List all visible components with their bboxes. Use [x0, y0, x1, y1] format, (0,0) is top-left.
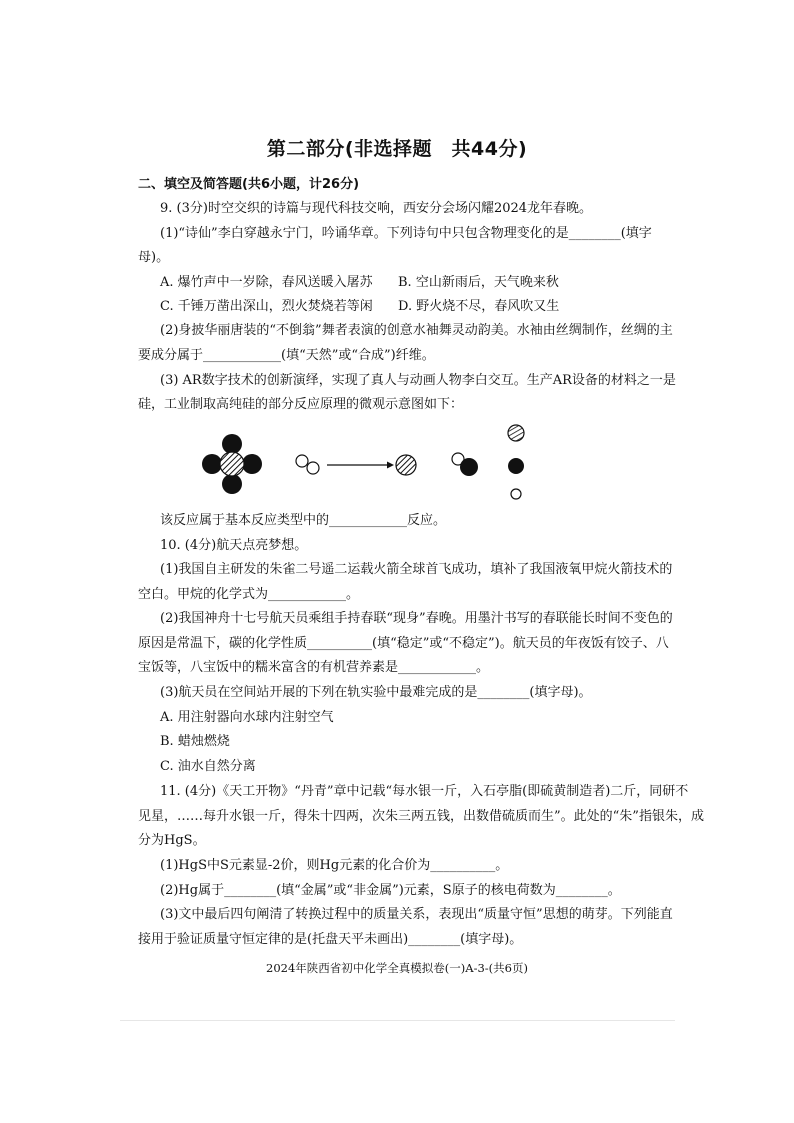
q10-option-c: C. 油水自然分离 — [160, 759, 256, 774]
q9-part3-line2: 硅，工业制取高纯硅的部分反应原理的微观示意图如下： — [138, 397, 464, 412]
legend-silicon-icon — [508, 425, 524, 441]
q11-stem-line3: 分为HgS。 — [138, 833, 206, 848]
q11-part3-line2: 接用于验证质量守恒定律的是(托盘天平未画出)________(填字母)。 — [138, 932, 523, 947]
q10-option-b: B. 蜡烛燃烧 — [160, 734, 230, 749]
q10-part1-line2: 空白。甲烷的化学式为____________。 — [138, 587, 360, 602]
q11-stem-line2: 见星，……每升水银一斤，得朱十四两，次朱三两五钱，出数借硫质而生”。此处的“朱”指银朱，成 — [138, 809, 704, 824]
legend-hydrogen-icon — [511, 489, 521, 499]
silicon-atom — [396, 455, 416, 475]
q9-option-a: A. 爆竹声中一岁除，春风送暖入屠苏 — [160, 275, 373, 290]
arrow-head-icon — [387, 462, 394, 469]
reaction-diagram — [195, 418, 595, 504]
section-heading: 二、填空及简答题(共6小题，计26分) — [138, 177, 360, 192]
page-divider — [120, 1020, 675, 1021]
q9-part1-line1: (1)“诗仙”李白穿越永宁门，吟诵华章。下列诗句中只包含物理变化的是________(填字 — [160, 226, 652, 241]
chlorine-atom — [460, 458, 478, 476]
q11-stem-line1: 11. (4分)《天工开物》“丹青”章中记载“每水银一斤，入石亭脂(即硫黄制造者)二斤，同研不 — [160, 784, 689, 799]
q9-part2-line2: 要成分属于____________(填“天然”或“合成”)纤维。 — [138, 348, 435, 363]
chlorine-atom — [222, 474, 242, 494]
silicon-tetrachloride-molecule — [202, 434, 262, 494]
q9-part2-line1: (2)身披华丽唐装的“不倒翁”舞者表演的创意水袖舞灵动韵美。水袖由丝绸制作，丝绸的主 — [160, 323, 673, 338]
chlorine-atom — [222, 434, 242, 454]
hydrogen-molecule — [296, 455, 319, 474]
q11-part2: (2)Hg属于________(填“金属”或“非金属”)元素，S原子的核电荷数为________。 — [160, 883, 621, 898]
q9-option-b: B. 空山新雨后，天气晚来秋 — [398, 275, 559, 290]
hydrogen-atom — [307, 462, 319, 474]
q10-part2-line3: 宝饭等，八宝饭中的糯米富含的有机营养素是____________。 — [138, 660, 490, 675]
legend-chlorine-icon — [508, 458, 524, 474]
silicon-atom — [220, 452, 244, 476]
page-footer: 2024年陕西省初中化学全真模拟卷(一)A-3-(共6页) — [266, 961, 528, 975]
q9-part1-line2: 母)。 — [138, 250, 170, 265]
q9-option-d: D. 野火烧不尽，春风吹又生 — [398, 299, 560, 314]
chlorine-atom — [242, 454, 262, 474]
q10-stem: 10. (4分)航天点亮梦想。 — [160, 538, 308, 553]
q10-part2-line2: 原因是常温下，碳的化学性质__________(填“稳定”或“不稳定”)。航天员的年夜饭有饺子、八 — [138, 636, 669, 651]
q10-part3: (3)航天员在空间站开展的下列在轨实验中最难完成的是________(填字母)。 — [160, 685, 592, 700]
q11-part1: (1)HgS中S元素显-2价，则Hg元素的化合价为__________。 — [160, 858, 509, 873]
q9-part3-answer: 该反应属于基本反应类型中的____________反应。 — [160, 513, 447, 528]
hydrogen-chloride-molecule — [452, 453, 478, 476]
part-title: 第二部分(非选择题 共44分) — [266, 138, 528, 160]
q11-part3-line1: (3)文中最后四句阐清了转换过程中的质量关系，表现出“质量守恒”思想的萌芽。下列能直 — [160, 907, 673, 922]
diagram-legend — [508, 425, 524, 499]
chlorine-atom — [202, 454, 222, 474]
hydrogen-atom — [296, 455, 308, 467]
q10-option-a: A. 用注射器向水球内注射空气 — [160, 710, 334, 725]
q10-part1-line1: (1)我国自主研发的朱雀二号遥二运载火箭全球首飞成功，填补了我国液氧甲烷火箭技术的 — [160, 562, 673, 577]
q9-stem: 9. (3分)时空交织的诗篇与现代科技交响，西安分会场闪耀2024龙年春晚。 — [160, 201, 593, 216]
q10-part2-line1: (2)我国神舟十七号航天员乘组手持春联“现身”春晚。用墨汁书写的春联能长时间不变色的 — [160, 611, 673, 626]
q9-option-c: C. 千锤万凿出深山，烈火焚烧若等闲 — [160, 299, 373, 314]
q9-part3-line1: (3) AR数字技术的创新演绎，实现了真人与动画人物李白交互。生产AR设备的材料之一是 — [160, 373, 676, 388]
